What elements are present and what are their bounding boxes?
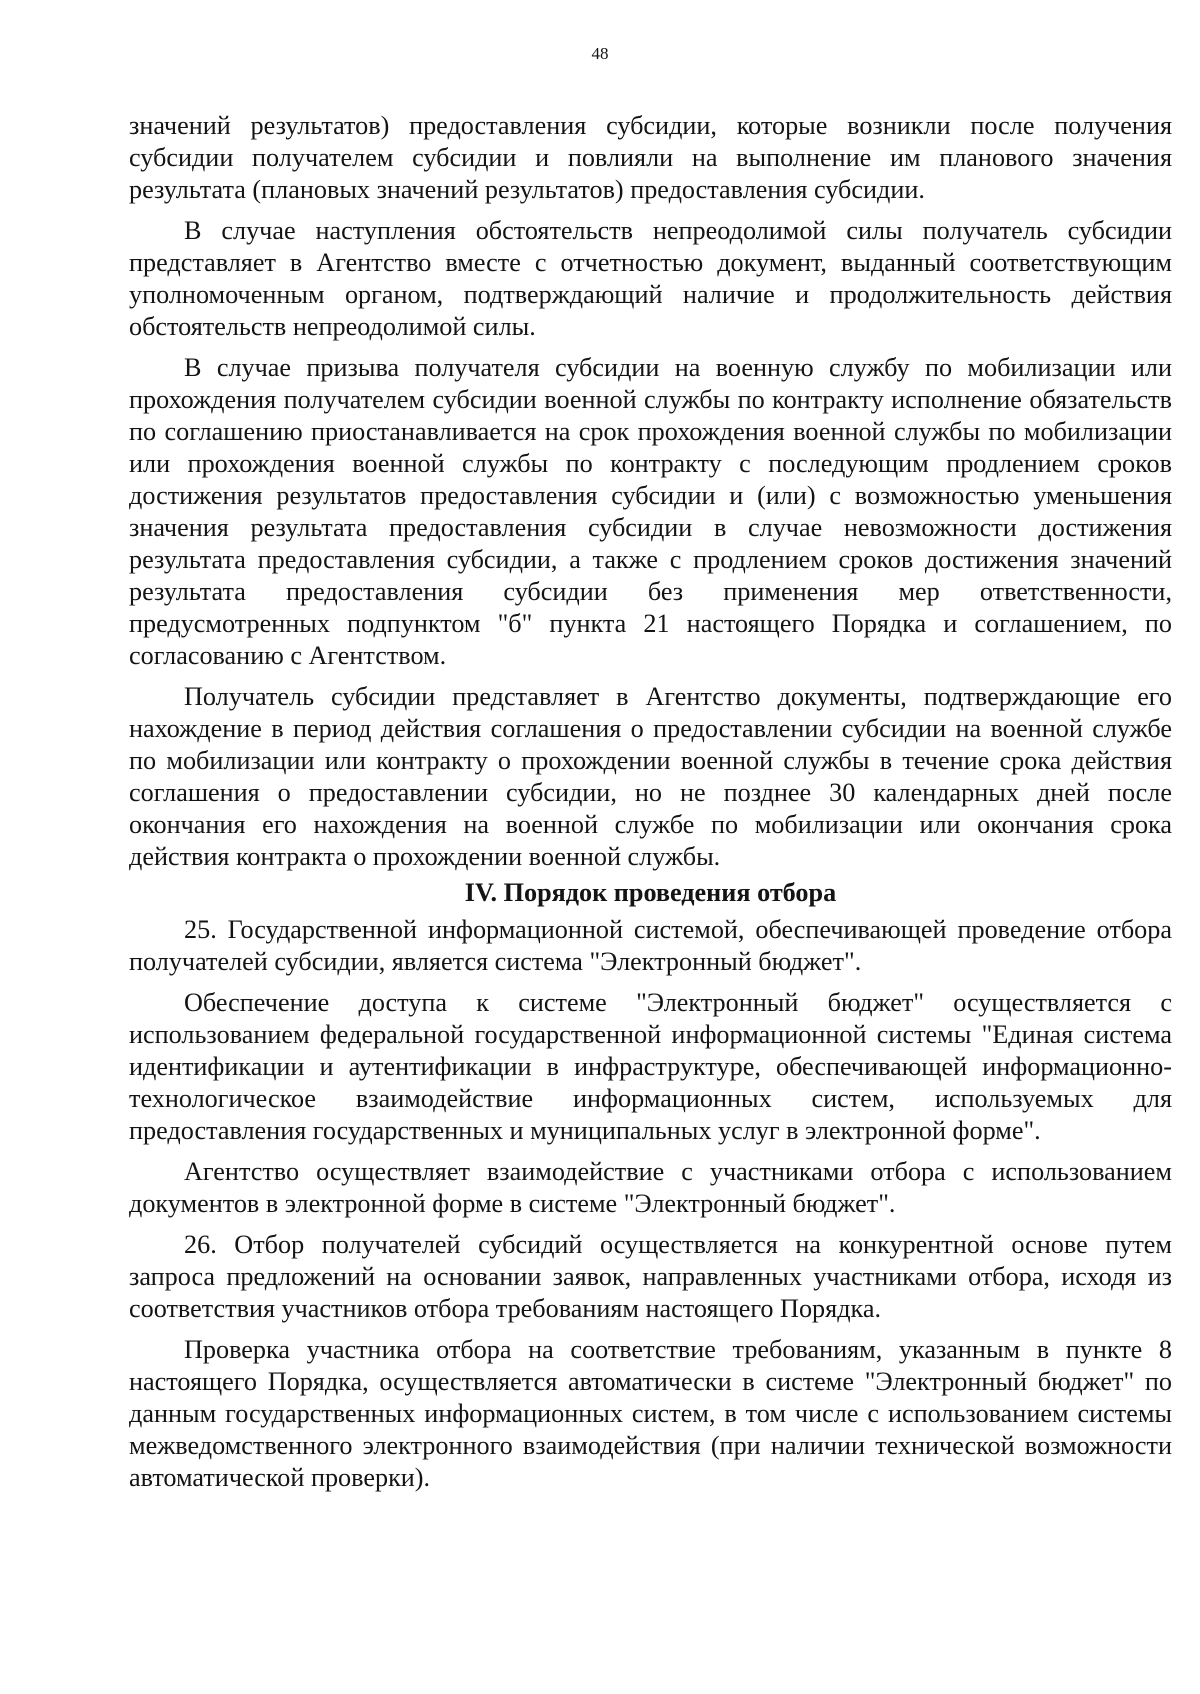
paragraph-item-25: 25. Государственной информационной системой, обеспечивающей проведение отбора получателей субсидии, является система "Электронный бюджет". [129,915,1172,976]
paragraph-system-access: Обеспечение доступа к системе "Электронный бюджет" осуществляется с использованием федеральной государственной информационной системы "Единая система идентификации и аутентификации в инфраструктуре, обеспечивающей информационно-технологическое взаимодействие информационных систем, используемых для предоставления государственных и муниципальных услуг в электронной форме". [129,988,1172,1145]
section-heading: IV. Порядок проведения отбора [464,878,837,907]
paragraph-force-majeure: В случае наступления обстоятельств непреодолимой силы получатель субсидии представляет в Агентство вместе с отчетностью документ, выданный соответствующим уполномоченным органом, подтверждающий наличие и продолжительность действия обстоятельств непреодолимой силы. [129,216,1172,341]
paragraph-military-service: В случае призыва получателя субсидии на военную службу по мобилизации или прохождения получателем субсидии военной службы по контракту исполнение обязательств по соглашению приостанавливается на срок прохождения военной службы по мобилизации или прохождения военной службы по контракту с последующим продлением сроков достижения результатов предоставления субсидии и (или) с возможностью уменьшения значения результата предоставления субсидии в случае невозможности достижения результата предоставления субсидии, а также с продлением сроков достижения значений результата предоставления субсидии без применения мер ответственности, предусмотренных подпунктом "б" пункта 21 настоящего Порядка и соглашением, по согласованию с Агентством. [129,353,1172,670]
page-number: 48 [591,44,609,63]
document-body [129,110,1172,1494]
paragraph-participant-check: Проверка участника отбора на соответствие требованиям, указанным в пункте 8 настоящего Порядка, осуществляется автоматически в системе "Электронный бюджет" по данным государственных информационных систем, в том числе с использованием системы межведомственного электронного взаимодействия (при наличии технической возможности автоматической проверки). [129,1335,1172,1492]
paragraph-continuation: значений результатов) предоставления субсидии, которые возникли после получения субсидии получателем субсидии и повлияли на выполнение им планового значения результата (плановых значений результатов) предоставления субсидии. [129,111,1172,204]
paragraph-military-documents: Получатель субсидии представляет в Агентство документы, подтверждающие его нахождение в период действия соглашения о предоставлении субсидии на военной службе по мобилизации или контракту о прохождении военной службы в течение срока действия соглашения о предоставлении субсидии, но не позднее 30 календарных дней после окончания его нахождения на военной службе по мобилизации или окончания срока действия контракта о прохождении военной службы. [129,682,1172,871]
paragraph-item-26: 26. Отбор получателей субсидий осуществляется на конкурентной основе путем запроса предложений на основании заявок, направленных участниками отбора, исходя из соответствия участников отбора требованиям настоящего Порядка. [129,1230,1172,1323]
paragraph-agency-interaction: Агентство осуществляет взаимодействие с участниками отбора с использованием документов в электронной форме в системе "Электронный бюджет". [129,1157,1172,1218]
